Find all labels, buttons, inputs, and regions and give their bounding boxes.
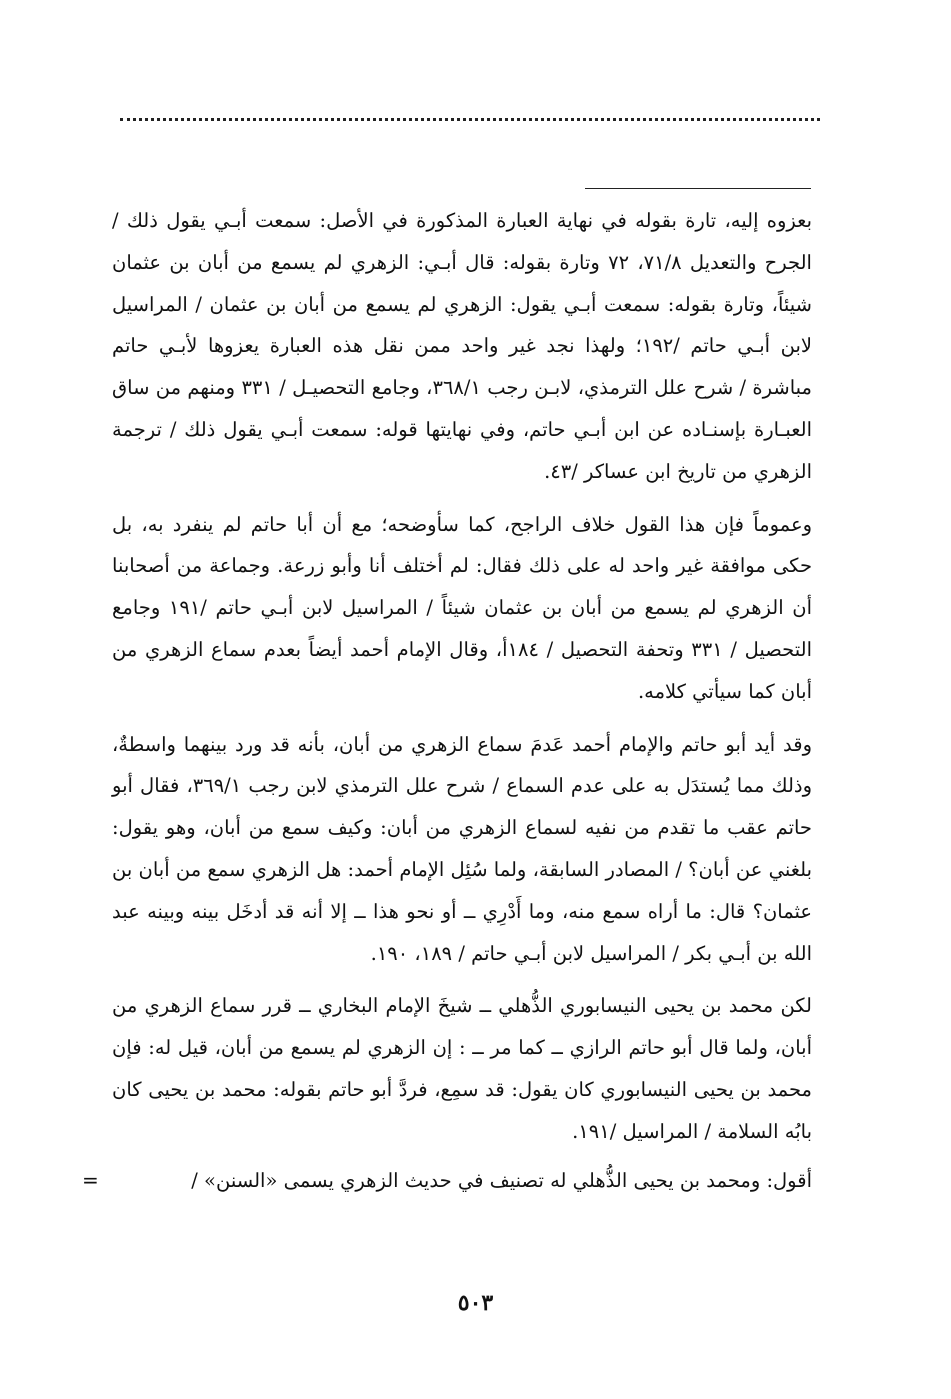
footnote-rule (585, 188, 811, 189)
continuation-mark: = (82, 1167, 99, 1192)
footnote-paragraph: وقد أيد أبو حاتم والإمام أحمد عَدمَ سماع الزهري من أبان، بأنه قد ورد بينهما واسطةٌ، وذلك مما يُستدَل به على عدم السماع / شرح علل الترمذي لابن رجب ٣٦٩/١، فقال أبو حاتم عقب ما تقدم من نفيه لسماع الزهري من أبان: وكيف سمع من أبان، وهو يقول: بلغني عن أبان؟ / المصادر السابقة، ولما سُئِل الإمام أحمد: هل الزهري سمع من أبان بن عثمان؟ قال: ما أراه سمع منه، وما أَدْرِي ــ أو نحو هذا ــ إلا أنه قد أدخَل بينه وبينه عبد الله بن أبـي بكر / المراسيل لابن أبـي حاتم / ١٨٩، ١٩٠. (112, 732, 812, 965)
footnote-paragraph: بعزوه إليه، تارة بقوله في نهاية العبارة المذكورة في الأصل: سمعت أبـي يقول ذلك / الجرح والتعديل ٧١/٨، ٧٢ وتارة بقوله: قال أبـي: الزهري لم يسمع من أبان بن عثمان شيئاً، وتارة بقوله: سمعت أبـي يقول: الزهري لم يسمع من أبان بن عثمان / المراسيل لابن أبـي حاتم /١٩٢؛ ولهذا نجد غير واحد ممن نقل هذه العبارة يعزوها لأبـي حاتم مباشرة / شرح علل الترمذي، لابـن رجب ٣٦٨/١، وجامع التحصيـل / ٣٣١ ومنهم من ساق العبـارة بإسنـاده عن ابن أبـي حاتم، وفي نهايتها قوله: سمعت أبـي يقول ذلك / ترجمة الزهري من تاريخ ابن عساكر /٤٣. (112, 209, 813, 483)
footnote-last-text: أقول: ومحمد بن يحيى الذُّهلي له تصنيف في حديث الزهري يسمى «السنن» / (191, 1168, 812, 1192)
footnote-text (82, 200, 813, 1201)
footnote-paragraph: لكن محمد بن يحيى النيسابوري الذُّهلي ــ شيخَ الإمام البخاري ــ قرر سماع الزهري من أبان، ولما قال أبو حاتم الرازي ــ كما مر ــ : إن الزهري لم يسمع من أبان، قيل له: فإن محمد بن يحيى النيسابوري كان يقول: قد سمِع، فردَّ أبو حاتم بقوله: محمد بن يحيى كان بابُه السلامة / المراسيل /١٩١. (112, 994, 812, 1143)
footnote-paragraph: وعموماً فإن هذا القول خلاف الراجح، كما سأوضحه؛ مع أن أبا حاتم لم ينفرد به، بل حكى موافقة غير واحد له على ذلك فقال: لم أختلف أنا وأبو زرعة. وجماعة من أصحابنا أن الزهري لم يسمع من أبان بن عثمان شيئاً / المراسيل لابن أبـي حاتم /١٩١ وجامع التحصيل / ٣٣١ وتحفة التحصيل / ١٨٤أ، وقال الإمام أحمد أيضاً بعدم سماع الزهري من أبان كما سيأتي كلامه. (112, 512, 812, 703)
page-number: ٥٠٣ (457, 1290, 494, 1316)
footnote-paragraph-last (82, 1160, 812, 1202)
dotted-separator (120, 118, 820, 121)
